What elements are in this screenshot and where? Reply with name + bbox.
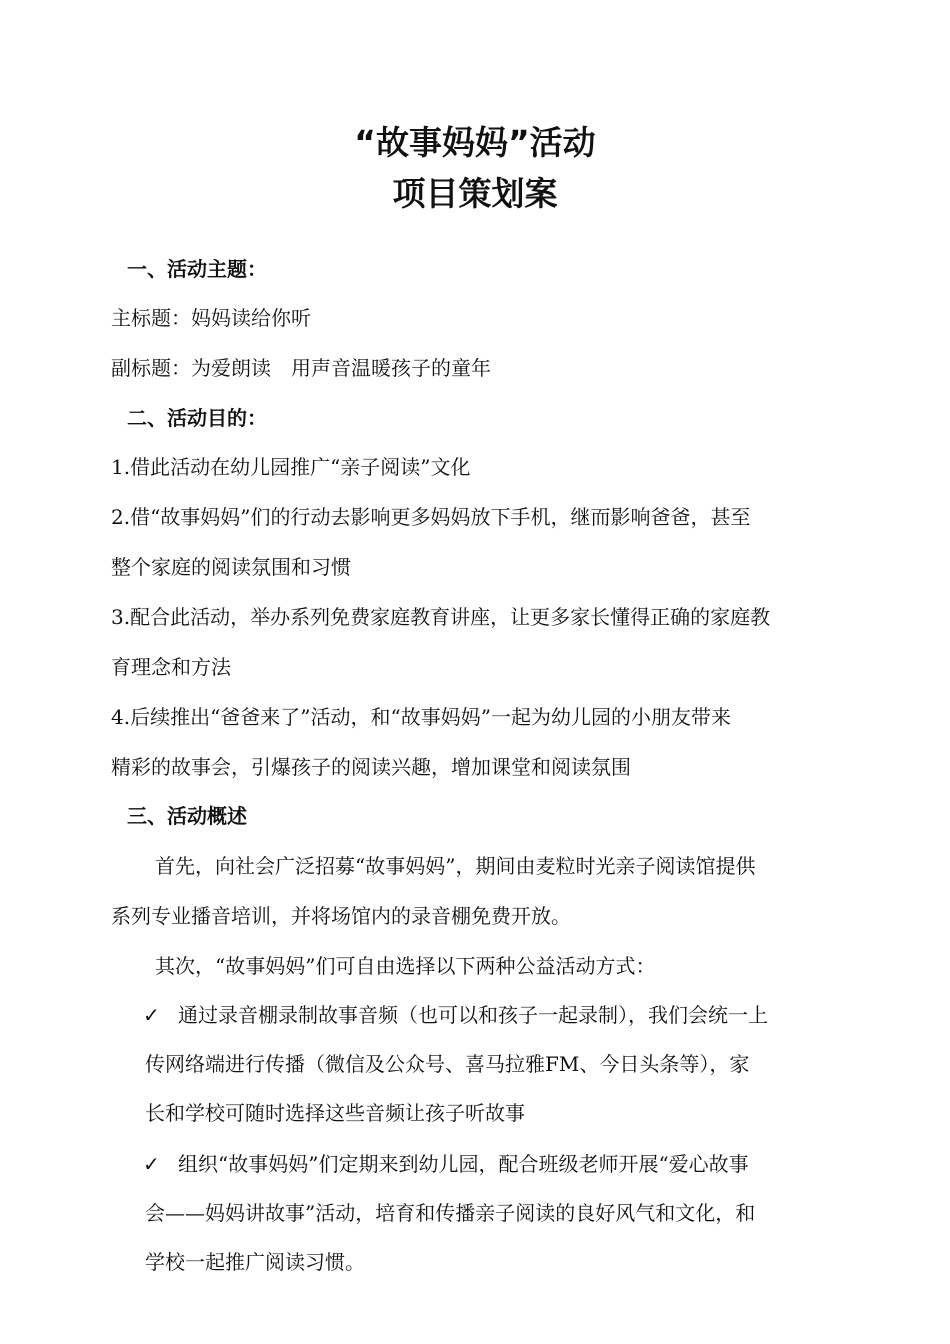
purpose-item-2-line1: 2.借“故事妈妈”们的行动去影响更多妈妈放下手机，继而影响爸爸，甚至 [111, 505, 751, 529]
section-heading-purpose: 二、活动目的： [127, 406, 267, 430]
section-heading-overview: 三、活动概述 [127, 804, 247, 828]
document-title-line2: 项目策划案 [392, 174, 558, 213]
bullet2-line2: 会——妈妈讲故事”活动，培育和传播亲子阅读的良好风气和文化，和 [145, 1201, 756, 1225]
purpose-item-1: 1.借此活动在幼儿园推广“亲子阅读”文化 [111, 455, 471, 479]
bullet2-line3: 学校一起推广阅读习惯。 [145, 1250, 365, 1274]
main-title-line: 主标题：妈妈读给你听 [111, 306, 311, 330]
overview-para1-line2: 系列专业播音培训，并将场馆内的录音棚免费开放。 [111, 904, 571, 928]
purpose-item-3-line2: 育理念和方法 [111, 655, 231, 679]
overview-para2: 其次，“故事妈妈”们可自由选择以下两种公益活动方式： [155, 954, 656, 978]
bullet1-line1: 通过录音棚录制故事音频（也可以和孩子一起录制），我们会统一上 [178, 1003, 768, 1027]
subtitle-line: 副标题：为爱朗读 用声音温暖孩子的童年 [111, 356, 491, 380]
purpose-item-2-line2: 整个家庭的阅读氛围和习惯 [111, 555, 351, 579]
bullet1-line2: 传网络端进行传播（微信及公众号、喜马拉雅FM、今日头条等），家 [145, 1052, 750, 1076]
checkmark-icon: ✓ [143, 1003, 160, 1027]
purpose-item-4-line1: 4.后续推出“爸爸来了”活动，和“故事妈妈”一起为幼儿园的小朋友带来 [111, 705, 731, 729]
document-title-line1: “故事妈妈”活动 [354, 123, 596, 162]
purpose-item-3-line1: 3.配合此活动，举办系列免费家庭教育讲座，让更多家长懂得正确的家庭教 [111, 605, 771, 629]
section-heading-theme: 一、活动主题： [127, 257, 267, 281]
purpose-item-4-line2: 精彩的故事会，引爆孩子的阅读兴趣，增加课堂和阅读氛围 [111, 755, 631, 779]
bullet1-line3: 长和学校可随时选择这些音频让孩子听故事 [145, 1101, 525, 1125]
overview-para1-line1: 首先，向社会广泛招募“故事妈妈”，期间由麦粒时光亲子阅读馆提供 [155, 854, 756, 878]
checkmark-icon: ✓ [143, 1152, 160, 1176]
bullet2-line1: 组织“故事妈妈”们定期来到幼儿园，配合班级老师开展“爱心故事 [178, 1152, 749, 1176]
